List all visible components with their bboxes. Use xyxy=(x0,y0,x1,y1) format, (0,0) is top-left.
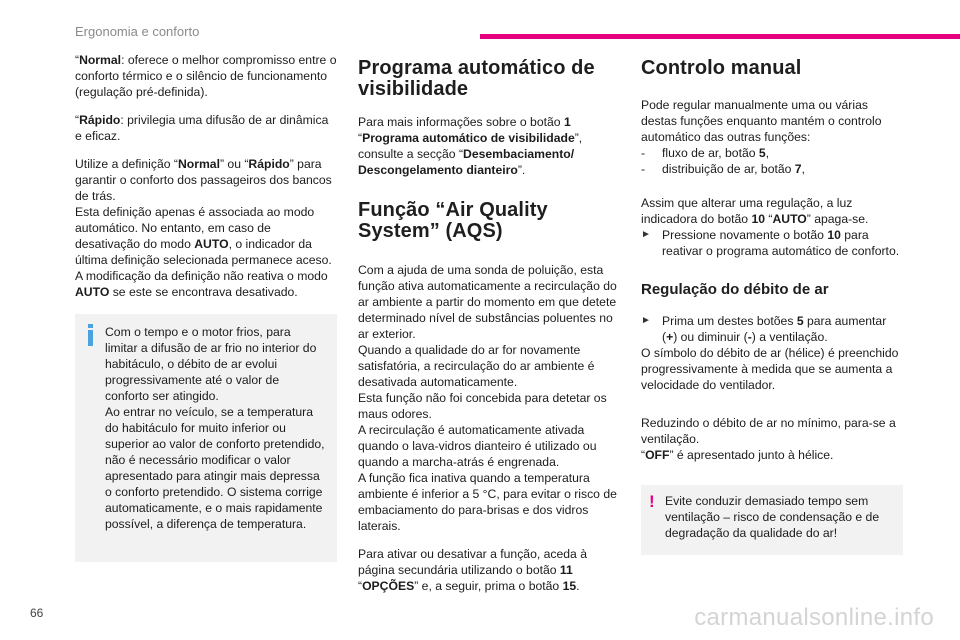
column-3 xyxy=(641,58,903,555)
arrow-bullet-icon: ► xyxy=(641,315,651,326)
paragraph-definition: Utilize a definição “Normal” ou “Rápido” para garantir o conforto dos passageiros dos bancos de trás. Esta definição apenas é associada ao modo automático. No entanto, em caso de desativação do modo AUTO, o indicador da última definição selecionada permanece aceso. A modificação da definição não reativa o modo AUTO se este se encontrava desativado. xyxy=(75,157,332,299)
paragraph-normal: “Normal: oferece o melhor compromisso entre o conforto térmico e o silêncio de funcionamento (regulação pré-definida). xyxy=(75,53,337,99)
paragraph-off: Reduzindo o débito de ar no mínimo, para-se a ventilação. “OFF” é apresentado junto à hélice. xyxy=(641,416,896,462)
section-title-manual: Controlo manual xyxy=(641,57,802,79)
arrow-bullet-icon: ► xyxy=(641,229,651,240)
column-2 xyxy=(358,58,618,606)
header-accent-bar xyxy=(480,34,960,39)
warning-note: ! Evite conduzir demasiado tempo sem ventilação – risco de condensação e de degradação da qualidade do ar! xyxy=(641,485,903,555)
instruction-reactivate: ► Pressione novamente o botão 10 para reativar o programa automático de conforto. xyxy=(641,228,900,258)
info-icon xyxy=(85,324,96,346)
page-number: 66 xyxy=(30,606,44,620)
paragraph-manual-intro: Pode regular manualmente uma ou várias destas funções enquanto mantém o controlo automático das outras funções: xyxy=(641,98,882,144)
column-1 xyxy=(75,52,337,562)
section-title-aqs: Função “Air Quality System” (AQS) xyxy=(358,199,548,242)
note-text-2: Ao entrar no veículo, se a temperatura do habitáculo for muito inferior ou superior ao valor de conforto pretendido, não é necessário modificar o valor apresentado para atingir mais depressa o conforto pretendido. O sistema corrige automaticamente, e o mais rapidamente possível, a diferença de temperatura. xyxy=(105,405,325,531)
subsection-title-airflow: Regulação do débito de ar xyxy=(641,281,829,298)
section-title-visibility: Programa automático de visibilidade xyxy=(358,57,595,100)
instruction-airflow: ► Prima um destes botões 5 para aumentar (+) ou diminuir (-) a ventilação. xyxy=(641,314,887,344)
paragraph-rapido: “Rápido: privilegia uma difusão de ar dinâmica e eficaz. xyxy=(75,113,329,143)
paragraph-fan-symbol: O símbolo do débito de ar (hélice) é preenchido progressivamente à medida que se aumenta a velocidade do ventilador. xyxy=(641,346,899,392)
warning-exclamation-icon: ! xyxy=(649,492,655,511)
section-header-title: Ergonomia e conforto xyxy=(75,24,200,39)
watermark: carmanualsonline.info xyxy=(694,604,934,631)
paragraph-aqs-activate: Para ativar ou desativar a função, aceda à página secundária utilizando o botão 11 “OPÇÕES” e, a seguir, prima o botão 15. xyxy=(358,547,587,593)
list-item-airflow: - fluxo de ar, botão 5, xyxy=(641,146,770,160)
info-note xyxy=(75,314,337,562)
paragraph-auto-off: Assim que alterar uma regulação, a luz indicadora do botão 10 “AUTO” apaga-se. xyxy=(641,196,869,226)
paragraph-aqs: Com a ajuda de uma sonda de poluição, esta função ativa automaticamente a recirculação do ar ambiente a partir do momento em que detete determinado nível de substâncias poluentes no ar exterior. Quando a qualidade do ar for novamente satisfatória, a recirculação do ar ambiente é desativada automaticamente. Esta função não foi concebida para detetar os maus odores. A recirculação é automaticamente ativada quando o lava-vidros dianteiro é utilizado ou quando a marcha-atrás é engrenada. A função fica inativa quando a temperatura ambiente é inferior a 5 °C, para evitar o risco de embaciamento do para-brisas e dos vidros laterais. xyxy=(358,263,617,533)
paragraph-visibility: Para mais informações sobre o botão 1 “Programa automático de visibilidade”, consulte a secção “Desembaciamento/ Descongelamento dianteiro”. xyxy=(358,115,583,177)
list-item-distribution: - distribuição de ar, botão 7, xyxy=(641,162,805,176)
note-text-1: Com o tempo e o motor frios, para limitar a difusão de ar frio no interior do habitáculo, o débito de ar evolui progressivamente até o valor de conforto ser atingido. xyxy=(105,325,317,403)
